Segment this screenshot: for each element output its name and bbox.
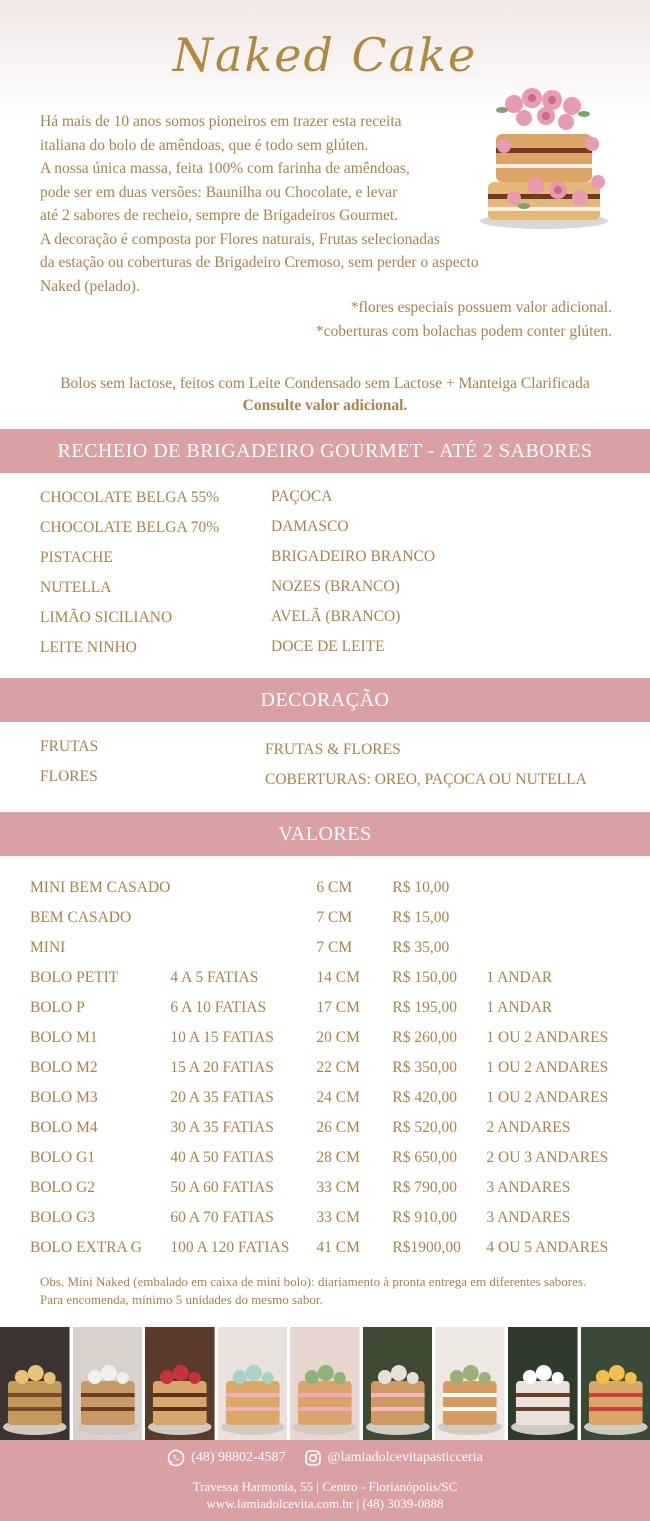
price-value: R$ 10,00 bbox=[392, 879, 450, 896]
price-size: 7 CM bbox=[316, 939, 353, 956]
price-row bbox=[30, 1023, 640, 1053]
note-gluten: *coberturas com bolachas podem conter glúten. bbox=[315, 323, 612, 340]
price-value: R$ 520,00 bbox=[392, 1119, 457, 1136]
decoration-item: FLORES bbox=[40, 768, 98, 785]
price-size: 22 CM bbox=[316, 1059, 360, 1076]
intro-line: Naked (pelado). bbox=[40, 277, 140, 295]
filling-item: CHOCOLATE BELGA 55% bbox=[40, 489, 220, 506]
page-title: Naked Cake bbox=[172, 28, 478, 82]
filling-item: DOCE DE LEITE bbox=[271, 638, 385, 655]
instagram-handle: @lamiadolcevitapasticceria bbox=[327, 1450, 483, 1465]
footnotes bbox=[316, 296, 612, 344]
price-name: BOLO M1 bbox=[30, 1029, 98, 1046]
filling-item: PAÇOCA bbox=[271, 488, 333, 505]
price-row bbox=[30, 1143, 640, 1173]
filling-item: NOZES (BRANCO) bbox=[271, 578, 400, 595]
price-size: 7 CM bbox=[316, 909, 353, 926]
price-tiers: 1 ANDAR bbox=[486, 999, 553, 1016]
price-value: R$ 260,00 bbox=[392, 1029, 457, 1046]
price-tiers: 1 OU 2 ANDARES bbox=[486, 1029, 609, 1046]
instagram-icon bbox=[304, 1449, 322, 1467]
obs-note: Obs. Mini Naked (embalado em caixa de mini bolo): diariamento à pronta entrega em diferentes sabores. Para encomenda, mínimo 5 unidades do mesmo sabor. bbox=[40, 1274, 587, 1307]
price-size: 41 CM bbox=[316, 1239, 360, 1256]
price-row bbox=[30, 963, 640, 993]
price-tiers: 4 OU 5 ANDARES bbox=[486, 1239, 609, 1256]
price-row bbox=[30, 903, 640, 933]
price-size: 17 CM bbox=[316, 999, 360, 1016]
price-slices: 6 A 10 FATIAS bbox=[170, 999, 267, 1016]
price-tiers bbox=[486, 873, 640, 903]
cake-photo-icon bbox=[145, 1327, 215, 1440]
cake-photo-icon bbox=[290, 1327, 360, 1440]
instagram-contact[interactable] bbox=[304, 1449, 483, 1467]
filling-item: CHOCOLATE BELGA 70% bbox=[40, 519, 220, 536]
phone-contact[interactable] bbox=[167, 1449, 286, 1467]
decoration-item: FRUTAS bbox=[40, 738, 99, 755]
price-slices bbox=[170, 933, 316, 963]
price-slices bbox=[170, 903, 316, 933]
filling-item: BRIGADEIRO BRANCO bbox=[271, 548, 436, 565]
price-name: BOLO M2 bbox=[30, 1059, 98, 1076]
price-size: 33 CM bbox=[316, 1209, 360, 1226]
price-slices bbox=[170, 873, 316, 903]
price-tiers: 2 OU 3 ANDARES bbox=[486, 1149, 609, 1166]
price-table-body bbox=[30, 873, 640, 1263]
cake-photo bbox=[218, 1327, 288, 1440]
lactose-free-info bbox=[0, 373, 650, 417]
price-tiers bbox=[486, 903, 640, 933]
footer-contacts bbox=[0, 1449, 650, 1467]
price-size: 24 CM bbox=[316, 1089, 360, 1106]
price-tiers: 1 ANDAR bbox=[486, 969, 553, 986]
price-slices: 30 A 35 FATIAS bbox=[170, 1119, 274, 1136]
intro-line: da estação ou coberturas de Brigadeiro Cremoso, sem perder o aspecto bbox=[40, 254, 479, 271]
filling-item: DAMASCO bbox=[271, 518, 349, 535]
price-slices: 10 A 15 FATIAS bbox=[170, 1029, 274, 1046]
cake-photo-icon bbox=[0, 1327, 70, 1440]
decoration-list-right bbox=[265, 735, 587, 795]
price-slices: 50 A 60 FATIAS bbox=[170, 1179, 274, 1196]
cake-photo bbox=[145, 1327, 215, 1440]
footer-address-block bbox=[0, 1478, 650, 1512]
decoration-item: COBERTURAS: OREO, PAÇOCA OU NUTELLA bbox=[265, 771, 587, 788]
cake-photo bbox=[435, 1327, 505, 1440]
price-row bbox=[30, 1233, 640, 1263]
cake-photo bbox=[290, 1327, 360, 1440]
price-row bbox=[30, 1083, 640, 1113]
price-size: 28 CM bbox=[316, 1149, 360, 1166]
price-row bbox=[30, 1173, 640, 1203]
price-row bbox=[30, 1113, 640, 1143]
price-name: MINI BEM CASADO bbox=[30, 879, 171, 896]
price-name: BOLO G3 bbox=[30, 1209, 96, 1226]
price-value: R$ 150,00 bbox=[392, 969, 457, 986]
phone-number: (48) 98802-4587 bbox=[191, 1450, 286, 1465]
price-tiers: 3 ANDARES bbox=[486, 1179, 571, 1196]
price-tiers: 1 OU 2 ANDARES bbox=[486, 1059, 609, 1076]
cake-photo-icon bbox=[73, 1327, 143, 1440]
filling-list-right bbox=[271, 482, 435, 662]
price-value: R$ 350,00 bbox=[392, 1059, 457, 1076]
cake-photo bbox=[508, 1327, 578, 1440]
price-tiers bbox=[486, 933, 640, 963]
price-tiers: 3 ANDARES bbox=[486, 1209, 571, 1226]
decoration-list-left bbox=[40, 732, 98, 792]
price-table bbox=[30, 873, 640, 1263]
price-tiers: 1 OU 2 ANDARES bbox=[486, 1089, 609, 1106]
cake-photo bbox=[0, 1327, 70, 1440]
cake-photo-icon bbox=[581, 1327, 650, 1440]
cake-gallery bbox=[0, 1327, 650, 1440]
intro-line: A decoração é composta por Flores naturais, Frutas selecionadas bbox=[40, 230, 440, 248]
price-size: 20 CM bbox=[316, 1029, 360, 1046]
price-slices: 15 A 20 FATIAS bbox=[170, 1059, 274, 1076]
filling-item: NUTELLA bbox=[40, 579, 112, 596]
cake-photo-icon bbox=[435, 1327, 505, 1440]
whatsapp-icon bbox=[167, 1449, 185, 1467]
price-value: R$1900,00 bbox=[392, 1239, 461, 1256]
filling-item: PISTACHE bbox=[40, 549, 113, 566]
filling-list-left bbox=[40, 483, 219, 663]
cake-photo bbox=[581, 1327, 650, 1440]
intro-line: A nossa única massa, feita 100% com farinha de amêndoas, bbox=[40, 160, 410, 177]
price-value: R$ 790,00 bbox=[392, 1179, 457, 1196]
price-name: BOLO M4 bbox=[30, 1119, 98, 1136]
footer bbox=[0, 1440, 650, 1521]
price-slices: 100 A 120 FATIAS bbox=[170, 1239, 290, 1256]
cake-photo-icon bbox=[363, 1327, 433, 1440]
price-value: R$ 420,00 bbox=[392, 1089, 457, 1106]
website-phone: www.lamiadolcevita.com.br | (48) 3039-0888 bbox=[206, 1496, 444, 1511]
price-name: BOLO M3 bbox=[30, 1089, 98, 1106]
cake-photo-icon bbox=[508, 1327, 578, 1440]
filling-item: AVELÃ (BRANCO) bbox=[271, 608, 401, 625]
price-name: BEM CASADO bbox=[30, 909, 132, 926]
price-value: R$ 35,00 bbox=[392, 939, 450, 956]
price-value: R$ 15,00 bbox=[392, 909, 450, 926]
price-size: 33 CM bbox=[316, 1179, 360, 1196]
intro-text bbox=[40, 110, 580, 298]
price-row bbox=[30, 873, 640, 903]
price-size: 6 CM bbox=[316, 879, 353, 896]
price-slices: 4 A 5 FATIAS bbox=[170, 969, 259, 986]
intro-line: pode ser em duas versões: Baunilha ou Chocolate, e levar bbox=[40, 183, 398, 201]
price-value: R$ 195,00 bbox=[392, 999, 457, 1016]
price-row bbox=[30, 1053, 640, 1083]
filling-item: LIMÃO SICILIANO bbox=[40, 609, 173, 626]
price-value: R$ 650,00 bbox=[392, 1149, 457, 1166]
values-heading: VALORES bbox=[0, 812, 650, 856]
price-row bbox=[30, 1203, 640, 1233]
price-size: 26 CM bbox=[316, 1119, 360, 1136]
intro-line: Há mais de 10 anos somos pioneiros em trazer esta receita bbox=[40, 113, 402, 130]
price-name: BOLO G2 bbox=[30, 1179, 96, 1196]
price-name: BOLO G1 bbox=[30, 1149, 96, 1166]
filling-heading: RECHEIO DE BRIGADEIRO GOURMET - ATÉ 2 SABORES bbox=[0, 429, 650, 473]
intro-line: até 2 sabores de recheio, sempre de Brigadeiros Gourmet. bbox=[40, 207, 399, 224]
price-slices: 40 A 50 FATIAS bbox=[170, 1149, 274, 1166]
price-row bbox=[30, 933, 640, 963]
intro-line: italiana do bolo de amêndoas, que é todo sem glúten. bbox=[40, 136, 369, 154]
cake-photo bbox=[363, 1327, 433, 1440]
price-name: MINI bbox=[30, 939, 66, 956]
decoration-item: FRUTAS & FLORES bbox=[265, 741, 401, 758]
filling-item: LEITE NINHO bbox=[40, 639, 137, 656]
lactose-cta: Consulte valor adicional. bbox=[242, 397, 408, 414]
note-flowers: *flores especiais possuem valor adicional. bbox=[350, 299, 612, 316]
price-slices: 60 A 70 FATIAS bbox=[170, 1209, 274, 1226]
price-name: BOLO P bbox=[30, 999, 85, 1016]
lactose-line: Bolos sem lactose, feitos com Leite Condensado sem Lactose + Manteiga Clarificada bbox=[60, 375, 590, 392]
price-name: BOLO EXTRA G bbox=[30, 1239, 142, 1256]
price-size: 14 CM bbox=[316, 969, 360, 986]
price-slices: 20 A 35 FATIAS bbox=[170, 1089, 274, 1106]
decoration-heading: DECORAÇÃO bbox=[0, 678, 650, 722]
price-name: BOLO PETIT bbox=[30, 969, 119, 986]
address: Travessa Harmonia, 55 | Centro - Florianópolis/SC bbox=[192, 1479, 458, 1494]
price-tiers: 2 ANDARES bbox=[486, 1119, 571, 1136]
price-row bbox=[30, 993, 640, 1023]
cake-photo bbox=[73, 1327, 143, 1440]
cake-photo-icon bbox=[218, 1327, 288, 1440]
price-value: R$ 910,00 bbox=[392, 1209, 457, 1226]
